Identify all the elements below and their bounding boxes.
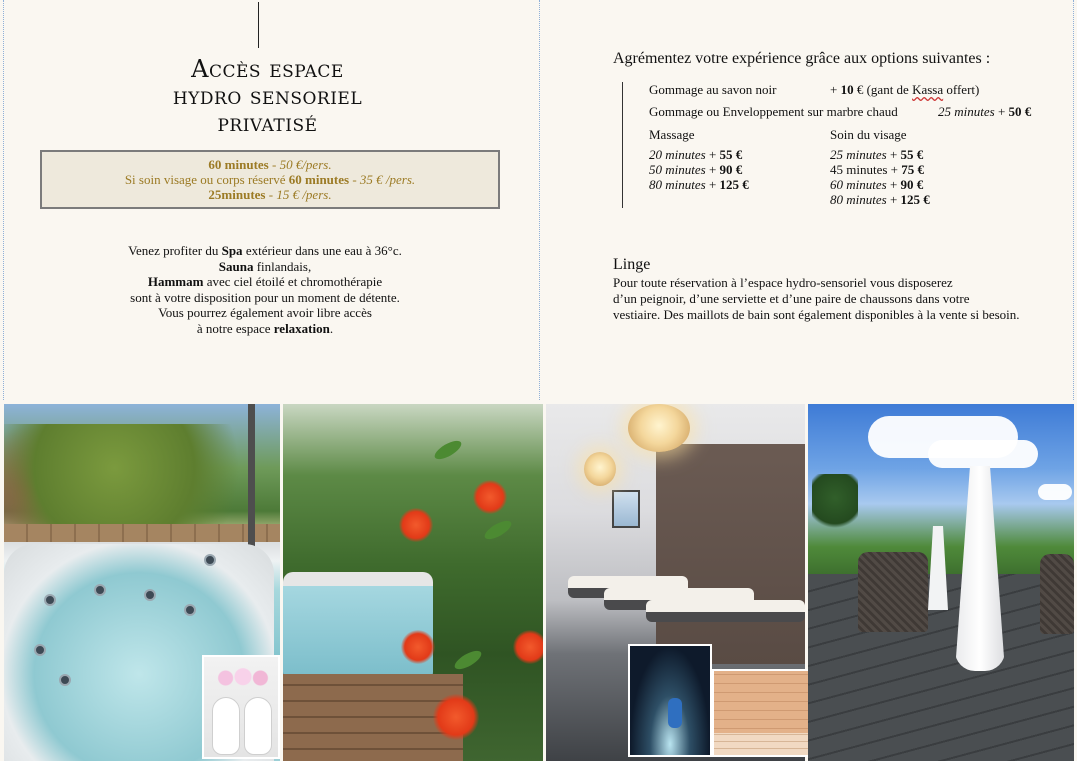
duration: 25 minutes <box>938 104 995 119</box>
intro-bold-part: Spa <box>221 243 243 258</box>
options-heading: Agrémentez votre expérience grâce aux options suivantes : <box>613 50 991 67</box>
jet <box>34 644 46 656</box>
jet <box>144 589 156 601</box>
plus-sign: + <box>887 162 902 177</box>
wood-deck <box>4 524 280 542</box>
price-duration: 60 minutes <box>288 172 350 187</box>
duration: 45 minutes <box>830 162 888 177</box>
column-divider <box>539 0 540 400</box>
orchid <box>214 665 272 691</box>
person <box>668 698 682 728</box>
jet <box>204 554 216 566</box>
gommage-savon-price <box>830 82 979 97</box>
intro-line-4: sont à votre disposition pour un moment de détente. <box>130 289 400 305</box>
plus-sign: + <box>886 192 901 207</box>
price-value: 90 € <box>719 162 743 177</box>
linge-text <box>613 275 1020 323</box>
page-title <box>100 56 435 137</box>
kassa-word: Kassa <box>912 82 944 97</box>
price-value: 90 € <box>900 177 924 192</box>
title-line-1: Accès espace <box>191 55 344 83</box>
intro-text <box>60 243 470 336</box>
massage-row-3 <box>649 177 749 192</box>
soin-row-4 <box>830 192 930 207</box>
plus-sign: + <box>886 177 901 192</box>
plus-sign: + <box>886 147 901 162</box>
jet <box>59 674 71 686</box>
soin-row-2 <box>830 162 924 177</box>
intro-text-part: extérieur dans une eau à 36°c. <box>242 243 402 258</box>
massage-title: Massage <box>649 127 695 142</box>
duration: 20 minutes <box>649 147 706 162</box>
left-margin-guide <box>3 0 4 400</box>
linge-title: Linge <box>613 256 651 273</box>
flower <box>513 630 543 664</box>
options-rule <box>622 82 623 208</box>
price-value: 55 € <box>719 147 743 162</box>
soin-row-1 <box>830 147 923 162</box>
price-value: 55 € <box>900 147 924 162</box>
duration: 80 minutes <box>649 177 706 192</box>
top-rule <box>258 2 259 48</box>
linge-line-2: d’un peignoir, d’une serviette et d’une paire de chaussons dans votre <box>613 291 970 306</box>
pergola-post <box>248 404 255 554</box>
intro-bold-part: Sauna <box>218 258 254 274</box>
price-amount: - 50 €/pers. <box>268 157 332 172</box>
price-duration: 60 minutes <box>208 157 269 172</box>
floor-lamp-tall <box>955 466 1005 671</box>
intro-text-part: finlandais, <box>253 258 312 274</box>
plus-sign: + <box>830 82 841 97</box>
price-value: 50 € <box>1008 104 1032 119</box>
leaf <box>432 437 464 462</box>
flower <box>433 694 479 740</box>
soin-title: Soin du visage <box>830 127 907 142</box>
intro-text-part: à notre espace <box>196 320 274 336</box>
photo-slippers <box>202 655 280 759</box>
intro-line-3 <box>60 274 470 290</box>
intro-text-part: avec ciel étoilé et chromothérapie <box>203 274 383 289</box>
flower <box>401 630 435 664</box>
linge-line-1: Pour toute réservation à l’espace hydro-sensoriel vous disposerez <box>613 275 953 290</box>
price-box <box>40 150 500 209</box>
offert-text: offert) <box>943 82 980 97</box>
pendant-lamp <box>584 452 616 486</box>
price-unit: € (gant de <box>853 82 913 97</box>
price-prefix: Si soin visage ou corps réservé <box>124 172 289 187</box>
slipper-right <box>244 697 272 755</box>
title-line-2: hydro sensoriel <box>172 82 363 110</box>
duration: 25 minutes <box>830 147 887 162</box>
jet <box>44 594 56 606</box>
garden-bushes <box>4 424 280 534</box>
price-value: 75 € <box>901 162 925 177</box>
photo-terrace <box>808 404 1074 761</box>
flower <box>399 508 433 542</box>
wicker-chair <box>1040 554 1074 634</box>
intro-text-part: . <box>329 320 334 336</box>
slipper-left <box>212 697 240 755</box>
pendant-lamp <box>628 404 690 452</box>
price-value: 10 <box>840 82 854 97</box>
jet <box>184 604 196 616</box>
window <box>612 490 640 528</box>
intro-bold-part: Hammam <box>147 274 204 289</box>
jet <box>94 584 106 596</box>
intro-bold-part: relaxation <box>273 320 330 336</box>
price-amount: - 15 € /pers. <box>265 187 332 202</box>
title-line-3: privatisé <box>217 109 318 137</box>
plus-sign: + <box>705 162 720 177</box>
intro-line-2 <box>60 259 470 275</box>
massage-row-2 <box>649 162 742 177</box>
massage-row-1 <box>649 147 742 162</box>
intro-line-5: Vous pourrez également avoir libre accès <box>158 305 372 320</box>
plus-sign: + <box>994 104 1009 119</box>
gommage-savon-label: Gommage au savon noir <box>649 82 777 97</box>
soin-row-3 <box>830 177 923 192</box>
plus-sign: + <box>705 177 720 192</box>
linge-line-3: vestiaire. Des maillots de bain sont également disponibles à la vente si besoin. <box>613 307 1020 322</box>
flower <box>473 480 507 514</box>
price-duration: 25minutes <box>208 187 266 202</box>
jacuzzi-pool <box>283 572 433 682</box>
photo-hammam <box>628 644 712 757</box>
intro-line-6 <box>60 321 470 337</box>
leaf <box>482 517 514 542</box>
duration: 80 minutes <box>830 192 887 207</box>
price-value: 125 € <box>900 192 930 207</box>
intro-text-part: Venez profiter du <box>128 243 222 258</box>
lounger <box>646 600 805 622</box>
floor-lamp-small <box>928 526 948 610</box>
price-line-1 <box>42 157 498 172</box>
wicker-chair <box>858 552 928 632</box>
price-line-3 <box>42 187 498 202</box>
gommage-marbre-price <box>938 104 1031 119</box>
duration: 60 minutes <box>830 177 887 192</box>
leaf <box>452 647 484 672</box>
price-line-2 <box>42 172 498 187</box>
right-margin-guide <box>1073 0 1074 400</box>
photo-pomegranate-flowers <box>283 404 543 761</box>
price-amount: - 35 € /pers. <box>349 172 416 187</box>
palm-tree <box>812 474 858 534</box>
plus-sign: + <box>705 147 720 162</box>
dark-wall <box>656 444 805 664</box>
intro-line-1 <box>60 243 470 259</box>
cloud <box>928 440 1038 468</box>
price-value: 125 € <box>719 177 749 192</box>
gommage-marbre-label: Gommage ou Enveloppement sur marbre chaud <box>649 104 898 119</box>
duration: 50 minutes <box>649 162 706 177</box>
cloud <box>1038 484 1072 500</box>
